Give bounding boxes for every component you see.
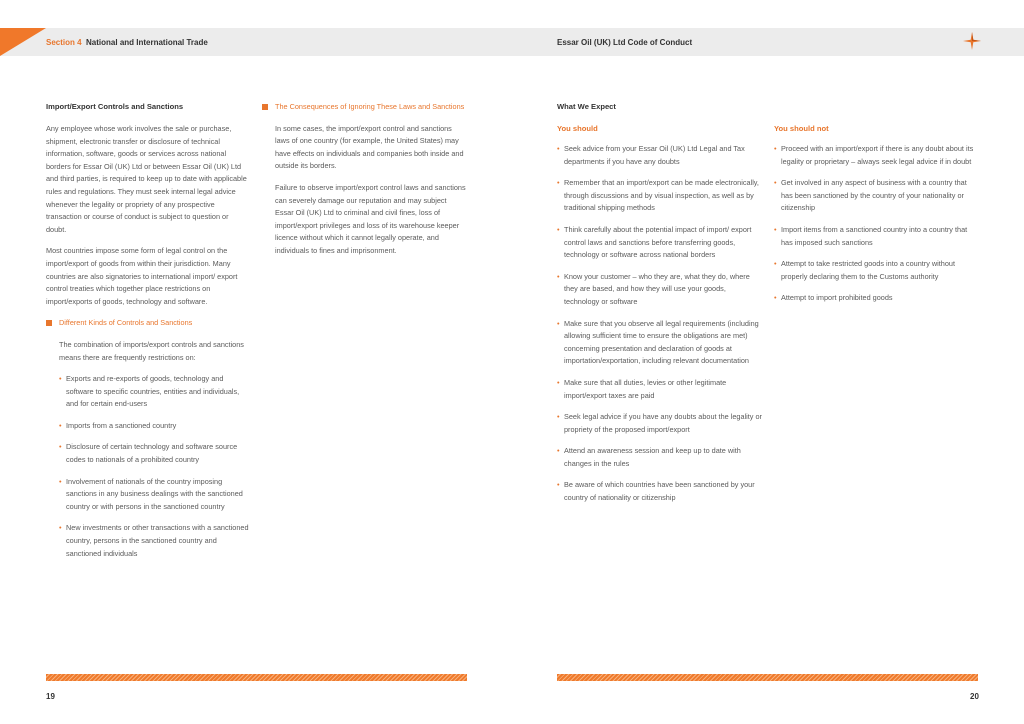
you-should-list [557,143,762,505]
essar-star-logo-icon [962,31,982,51]
section-header [46,38,208,47]
consequences-body [262,123,467,258]
list-item: • Attempt to import prohibited goods [774,292,979,305]
bullet-dot-icon: • [774,178,777,188]
list-item: • New investments or other transactions with a sanctioned country, persons in the sanctioned country and sanctioned individuals [59,523,249,558]
list-item: • Disclosure of certain technology and software source codes to nationals of a prohibited country [59,442,238,465]
bullet-dot-icon: • [557,412,560,422]
bullet-dot-icon: • [59,523,62,533]
bullet-dot-icon: • [557,377,560,387]
section-title: National and International Trade [86,38,208,47]
bullet-dot-icon: • [59,442,62,452]
square-bullet-icon [46,320,52,326]
right-column-1 [557,101,762,514]
page-number-right: 20 [970,692,979,701]
left-column-2 [262,101,467,267]
list-item: • Know your customer – who they are, what they do, where they are based, and how they will use your goods, technology or software [557,271,750,306]
square-bullet-icon [262,104,268,110]
list-item: • Remember that an import/export can be made electronically, through discussions and by visual inspection, as well as by traditional shipping methods [557,178,759,213]
list-item: • Seek legal advice if you have any doubts about the legality or propriety of the proposed import/export [557,412,762,434]
list-item: • Get involved in any aspect of business with a country that has been sanctioned by the country of your nationality or citizenship [774,178,967,213]
consequences-subheading-text: The Consequences of Ignoring These Laws and Sanctions [275,102,465,111]
bullet-dot-icon: • [557,144,560,153]
controls-paragraph-2: Most countries impose some form of legal control on the import/export of goods from within their jurisdiction. Many countries are also signatories to international import/ export control treaties which together place restrictions on import/exports of goods, technology and software. [46,246,238,306]
list-item: • Imports from a sanctioned country [59,420,250,433]
bullet-dot-icon: • [557,446,560,456]
consequences-subheading [262,101,467,114]
bullet-dot-icon: • [557,480,560,490]
left-column-1 [46,101,250,569]
bullet-dot-icon: • [774,224,777,234]
footer-hatch-bar-left [46,674,467,681]
list-item: • Seek advice from your Essar Oil (UK) Ltd Legal and Tax departments if you have any doubts [557,144,745,166]
section-label: Section 4 [46,38,82,47]
you-should-heading: You should [557,124,598,133]
page-number-left: 19 [46,692,55,701]
restrictions-list [59,373,250,560]
list-item: • Import items from a sanctioned country into a country that has imposed such sanctions [774,224,968,247]
bullet-dot-icon: • [557,224,560,234]
you-should-not-list [774,143,979,305]
bullet-dot-icon: • [774,293,777,303]
list-item: • Make sure that all duties, levies or other legitimate import/export taxes are paid [557,377,727,400]
controls-paragraph-1: Any employee whose work involves the sale or purchase, shipment, electronic transfer or disclosure of technical information, software, goods or services across national borders for Essar Oil (UK) Ltd or between Essar Oil (UK) Ltd and third parties, is required to keep up to date with applicable rules and regulations. They must seek internal legal advice whenever the legality or propriety of any prospective transaction or course of conduct is subject to question or doubt. [46,124,247,234]
list-item: • Attend an awareness session and keep up to date with changes in the rules [557,446,741,468]
footer-hatch-bar-right [557,674,978,681]
bullet-dot-icon: • [59,476,62,486]
kinds-intro: The combination of imports/export controls and sanctions means there are frequently restrictions on: [59,339,244,362]
bullet-dot-icon: • [557,318,560,328]
controls-heading: Import/Export Controls and Sanctions [46,102,184,111]
list-item: • Proceed with an import/export if there is any doubt about its legality or proprietary – always seek legal advice if in doubt [774,144,974,166]
document-title: Essar Oil (UK) Ltd Code of Conduct [557,38,693,47]
header-corner-accent [0,28,46,56]
bullet-dot-icon: • [557,178,560,188]
bullet-dot-icon: • [774,259,777,269]
bullet-dot-icon: • [59,420,62,430]
kinds-subheading-text: Different Kinds of Controls and Sanctions [59,318,193,328]
bullet-dot-icon: • [557,271,560,281]
right-column-2 [774,123,979,314]
bullet-dot-icon: • [774,144,777,153]
list-item: • Be aware of which countries have been sanctioned by your country of nationality or citizenship [557,480,755,503]
what-we-expect-heading: What We Expect [557,102,616,111]
list-item: • Think carefully about the potential impact of import/ export control laws and sanctions before transferring goods, technology or software across national borders [557,224,752,260]
list-item: • Make sure that you observe all legal requirements (including allowing sufficient time to ensure the obligations are met) concerning presentation and declaration of goods at importation/exportation, including relevant documentation [557,318,759,366]
bullet-dot-icon: • [59,374,62,384]
kinds-subheading [46,317,250,330]
kinds-body [46,339,250,560]
list-item: • Involvement of nationals of the country imposing sanctions in any business dealings with the sanctioned country or with persons in the sanctioned country [59,476,243,511]
list-item: • Exports and re-exports of goods, technology and software to specific countries, entities and individuals, and for certain end-users [59,374,240,409]
consequences-paragraph-1: In some cases, the import/export control and sanctions laws of one country (for example, the United States) may have effects on individuals and companies both inside and outside its borders. [275,123,464,171]
list-item: • Attempt to take restricted goods into a country without properly declaring them to the Customs authority [774,259,955,281]
consequences-paragraph-2: Failure to observe import/export control laws and sanctions can severely damage our reputation and may subject Essar Oil (UK) Ltd to criminal and civil fines, loss of import/export privileges and loss of its warehouse keeper licence without which it cannot legally operate, and individuals to fines and imprisonment. [275,182,466,255]
you-should-not-heading: You should not [774,124,829,133]
